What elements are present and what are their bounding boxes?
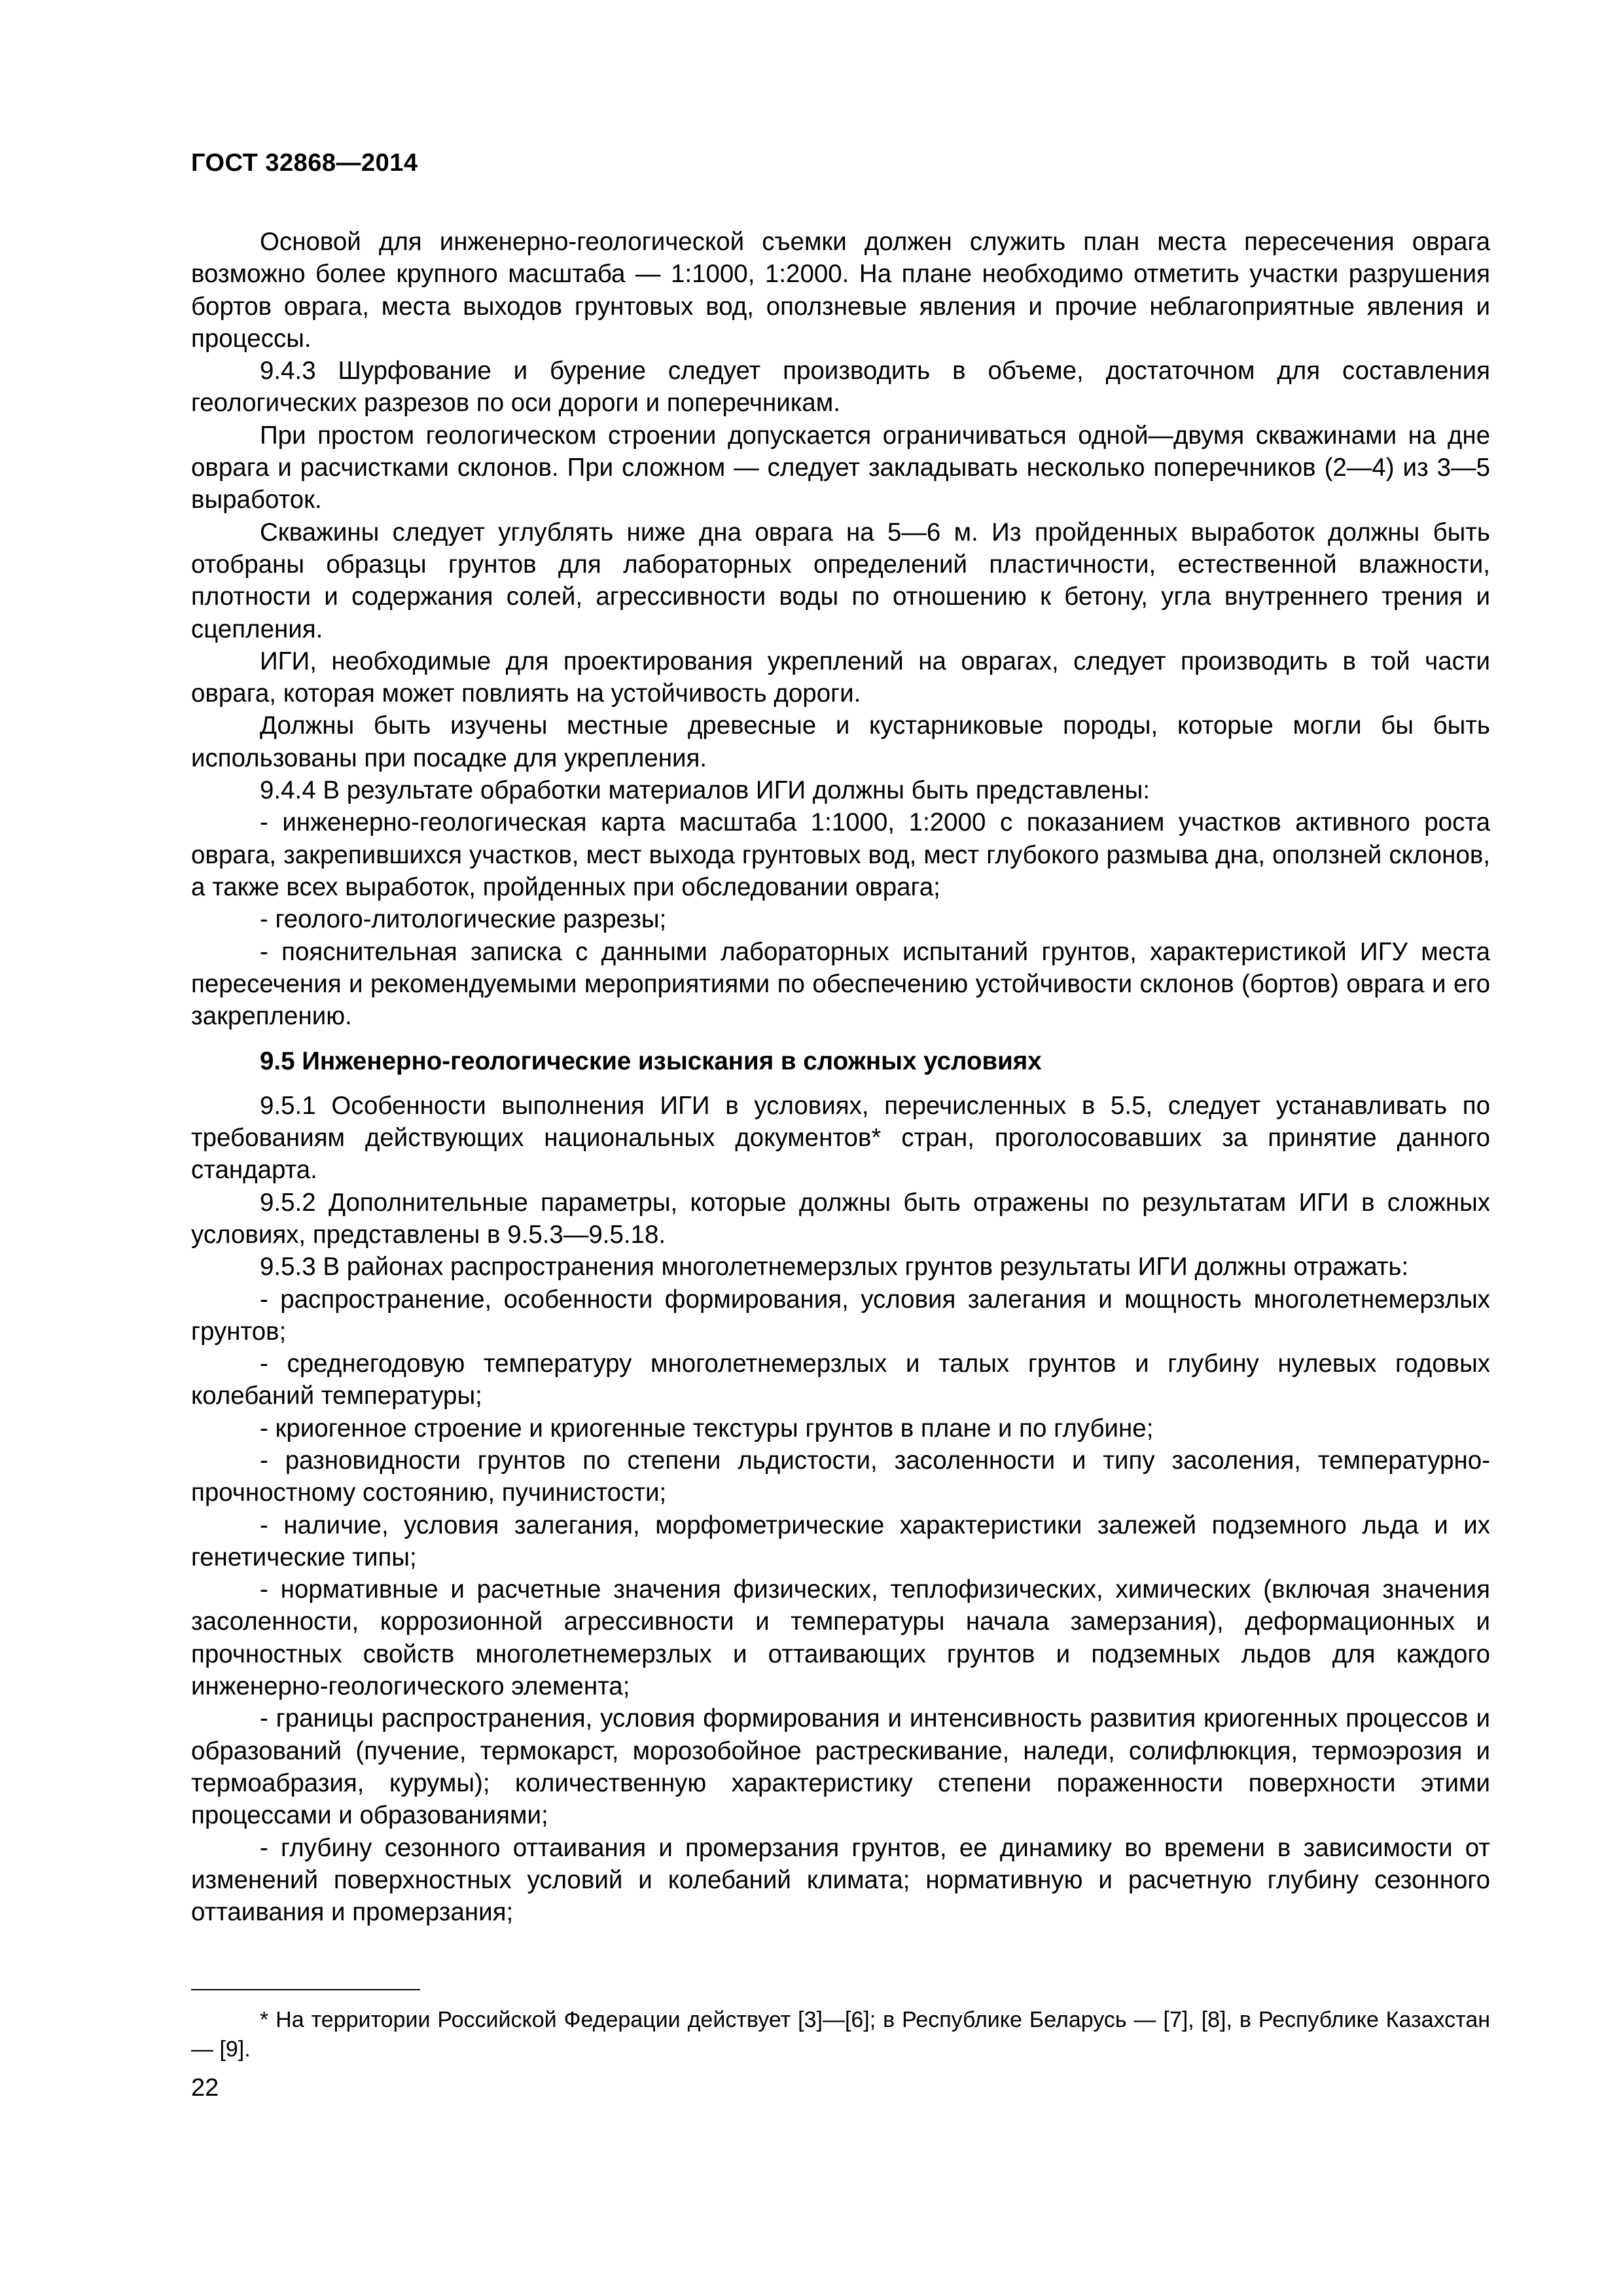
paragraph: 9.4.3 Шурфование и бурение следует производить в объеме, достаточном для составления геологических разрезов по оси дороги и поперечникам. [191,357,1490,418]
paragraph: 9.5.2 Дополнительные параметры, которые должны быть отражены по результатам ИГИ в сложных условиях, представлены в 9.5.3—9.5.18. [191,1188,1490,1249]
list-item: - распространение, особенности формирования, условия залегания и мощность многолетнемерзлых грунтов; [191,1285,1490,1346]
paragraph: ИГИ, необходимые для проектирования укреплений на оврагах, следует производить в той части оврага, которая может повлиять на устойчивость дороги. [191,647,1490,708]
paragraph: 9.4.4 В результате обработки материалов ИГИ должны быть представлены: [260,776,1150,805]
list-item: - наличие, условия залегания, морфометрические характеристики залежей подземного льда и их генетические типы; [191,1511,1490,1571]
document-header: ГОСТ 32868—2014 [191,149,418,177]
footnote-separator [191,1989,420,1990]
footnote-text: * На территории Российской Федерации действует [3]—[6]; в Республике Беларусь — [7], [8], в Республике Казахстан — [9]. [191,2007,1490,2062]
list-item: - геолого-литологические разрезы; [260,905,667,934]
list-item: - инженерно-геологическая карта масштаба 1:1000, 1:2000 с показанием участков активного роста оврага, закрепившихся участков, мест выхода грунтовых вод, мест глубокого размыва дна, оползней склонов, а также всех выработок, пройденных при обследовании оврага; [191,808,1490,901]
paragraph: Скважины следует углублять ниже дна оврага на 5—6 м. Из пройденных выработок должны быть отобраны образцы грунтов для лабораторных определений пластичности, естественной влажности, плотности и содержания солей, агрессивности воды по отношению к бетону, угла внутреннего трения и сцепления. [191,518,1490,643]
page-number: 22 [191,2074,219,2102]
list-item: - глубину сезонного оттаивания и промерзания грунтов, ее динамику во времени в зависимости от изменений поверхностных условий и колебаний климата; нормативную и расчетную глубину сезонного оттаивания и промерзания; [191,1833,1490,1927]
list-item: - пояснительная записка с данными лабораторных испытаний грунтов, характеристикой ИГУ места пересечения и рекомендуемыми мероприятиями по обеспечению устойчивости склонов (бортов) оврага и его закреплению. [191,937,1490,1031]
list-item: - среднегодовую температуру многолетнемерзлых и талых грунтов и глубину нулевых годовых колебаний температуры; [191,1350,1490,1410]
document-body [191,226,1490,1928]
list-item: - границы распространения, условия формирования и интенсивность развития криогенных процессов и образований (пучение, термокарст, морозобойное растрескивание, наледи, солифлюкция, термоэрозия и термоабразия, курумы); количественную характеристику степени пораженности поверхности этими процессами и образованиями; [191,1704,1490,1830]
paragraph: 9.5.1 Особенности выполнения ИГИ в условиях, перечисленных в 5.5, следует устанавливать по требованиям действующих национальных документов* стран, проголосовавших за принятие данного стандарта. [191,1091,1490,1185]
list-item: - разновидности грунтов по степени льдистости, засоленности и типу засоления, температурно-прочностному состоянию, пучинистости; [191,1446,1490,1507]
paragraph: Основой для инженерно-геологической съемки должен служить план места пересечения оврага возможно более крупного масштаба — 1:1000, 1:2000. На плане необходимо отметить участки разрушения бортов оврага, места выходов грунтовых вод, оползневые явления и прочие неблагоприятные явления и процессы. [191,228,1490,353]
paragraph: 9.5.3 В районах распространения многолетнемерзлых грунтов результаты ИГИ должны отражать: [260,1253,1409,1282]
list-item: - нормативные и расчетные значения физических, теплофизических, химических (включая значения засоленности, коррозионной агрессивности и температуры начала замерзания), деформационных и прочностных свойств многолетнемерзлых и оттаивающих грунтов и подземных льдов для каждого инженерно-геологического элемента; [191,1575,1490,1701]
list-item: - криогенное строение и криогенные текстуры грунтов в плане и по глубине; [260,1414,1154,1443]
section-heading: 9.5 Инженерно-геологические изыскания в сложных условиях [260,1047,1042,1076]
paragraph: Должны быть изучены местные древесные и кустарниковые породы, которые могли бы быть использованы при посадке для укрепления. [191,711,1490,772]
footnote [191,2005,1490,2064]
paragraph: При простом геологическом строении допускается ограничиваться одной—двумя скважинами на дне оврага и расчистками склонов. При сложном — следует закладывать несколько поперечников (2—4) из 3—5 выработок. [191,421,1490,514]
